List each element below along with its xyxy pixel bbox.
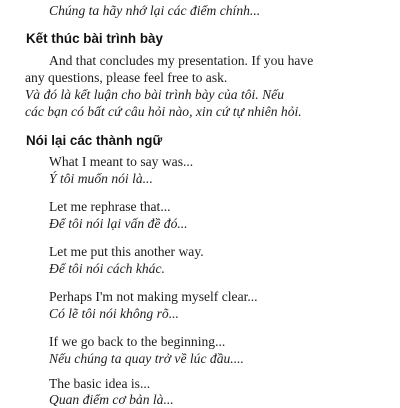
phrase-vi: Nếu chúng ta quay trở về lúc đầu.... <box>49 351 244 366</box>
phrase-en: Let me rephrase that... <box>49 199 171 214</box>
phrase-en: Let me put this another way. <box>49 244 204 259</box>
phrase-vi: Có lẽ tôi nói không rõ... <box>49 306 179 321</box>
phrase-vi: Ý tôi muốn nói là... <box>49 171 153 186</box>
phrase-vi: Để tôi nói cách khác. <box>49 261 165 276</box>
ending-en-line-1: And that concludes my presentation. If you have <box>49 53 314 68</box>
top-vi-line: Chúng ta hãy nhớ lại các điểm chính... <box>49 3 261 18</box>
phrase-en: Perhaps I'm not making myself clear... <box>49 289 258 304</box>
phrase-vi: Để tôi nói lại vấn đề đó... <box>49 216 188 231</box>
phrase-vi: Quan điểm cơ bản là... <box>49 392 174 407</box>
ending-en-line-2: any questions, please feel free to ask. <box>25 70 228 85</box>
phrase-en: If we go back to the beginning... <box>49 334 226 349</box>
section-heading-rephrasing: Nói lại các thành ngữ <box>26 133 163 148</box>
section-heading-ending: Kết thúc bài trình bày <box>26 31 163 46</box>
phrase-en: The basic idea is... <box>49 376 151 391</box>
phrase-en: What I meant to say was... <box>49 154 194 169</box>
ending-vi-line-2: các bạn có bất cứ câu hỏi nào, xin cứ tự nhiên hỏi. <box>25 104 302 119</box>
ending-vi-line-1: Và đó là kết luận cho bài trình bày của tôi. Nếu <box>25 87 284 102</box>
